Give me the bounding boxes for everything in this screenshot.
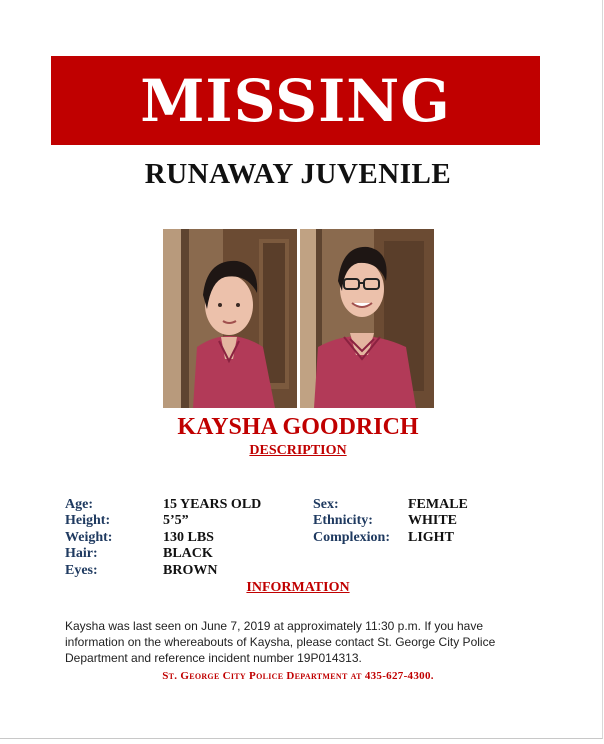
weight-label: Weight: bbox=[65, 530, 113, 545]
photo-2-image bbox=[300, 229, 434, 408]
age-value: 15 YEARS OLD bbox=[163, 497, 262, 512]
height-value: 5’5” bbox=[163, 513, 189, 528]
information-heading: INFORMATION bbox=[246, 580, 350, 595]
missing-banner bbox=[51, 56, 540, 145]
ethnicity-label: Ethnicity: bbox=[313, 513, 373, 528]
information-text: Kaysha was last seen on June 7, 2019 at approximately 11:30 p.m. If you have information on the whereabouts of Kaysha, please contact St. George City Police Department and reference incident number 19P014313. bbox=[65, 619, 496, 665]
banner-title: MISSING bbox=[140, 66, 451, 135]
sex-value: FEMALE bbox=[408, 497, 468, 512]
eyes-value: BROWN bbox=[163, 563, 218, 578]
complexion-value: LIGHT bbox=[408, 530, 454, 545]
photo-1-image bbox=[163, 229, 297, 408]
hair-label: Hair: bbox=[65, 546, 98, 561]
height-label: Height: bbox=[65, 513, 111, 528]
missing-person-name: KAYSHA GOODRICH bbox=[177, 414, 419, 440]
complexion-label: Complexion: bbox=[313, 530, 390, 545]
hair-value: BLACK bbox=[163, 546, 213, 561]
photo-with-glasses bbox=[300, 229, 434, 408]
weight-value: 130 LBS bbox=[163, 530, 214, 545]
police-contact-line: St. George City Police Department at 435-627-4300. bbox=[162, 670, 434, 682]
photo-without-glasses bbox=[163, 229, 297, 408]
age-label: Age: bbox=[65, 497, 93, 512]
ethnicity-value: WHITE bbox=[408, 513, 458, 528]
poster-subtitle: RUNAWAY JUVENILE bbox=[144, 158, 452, 190]
description-heading: DESCRIPTION bbox=[249, 443, 347, 458]
sex-label: Sex: bbox=[313, 497, 339, 512]
eyes-label: Eyes: bbox=[65, 563, 98, 578]
